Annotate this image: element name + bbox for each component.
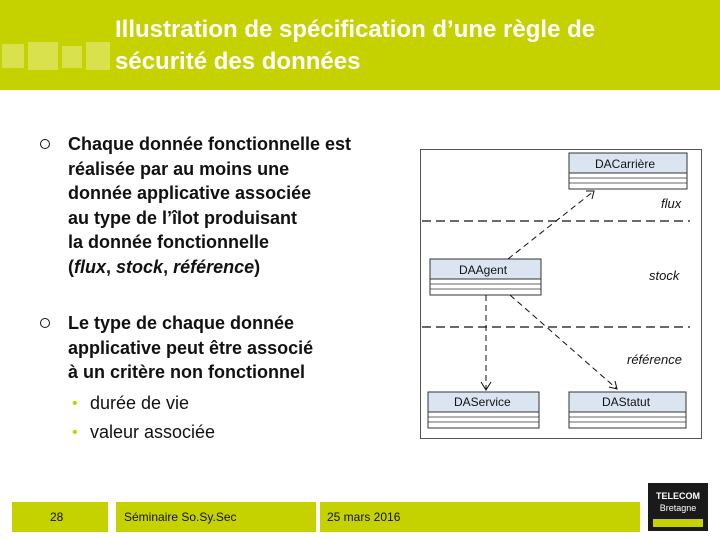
bullet-item [38,132,398,279]
sub-bullet-item: • durée de vie [68,389,398,418]
zone-label-flux: flux [661,196,682,211]
class-daagent [430,259,541,295]
slide-title [115,14,715,78]
footer [0,500,720,540]
class-name: DAService [454,395,511,409]
bullet-item [38,311,398,447]
sub-bullet-item: • valeur associée [68,418,398,447]
logo-stripe [653,519,703,527]
bullet-list [38,132,398,447]
bullet-line: au type de l’îlot produisant [68,207,298,228]
class-daservice [428,392,539,428]
slide-title-line-1: Illustration de spécification d’une règle de [115,16,596,43]
dot-bullet-icon: • [72,423,78,441]
header-band [0,0,720,90]
class-dastatut [569,392,686,428]
zone-label-stock: stock [649,268,680,283]
bullet-line: réalisée par au moins une [68,158,290,179]
footer-date: 25 mars 2016 [327,510,401,524]
term-flux: flux [74,256,107,277]
bullet-line: Chaque donnée fonctionnelle est [68,134,352,154]
class-name: DAAgent [459,263,508,277]
uml-diagram [420,149,702,439]
bullet-line: à un critère non fonctionnel [68,362,306,382]
page-number: 28 [50,510,64,524]
bullet-line: donnée applicative associée [68,183,312,203]
term-stock: stock [116,256,164,277]
circle-bullet-icon [40,139,50,149]
footer-event: Séminaire So.Sy.Sec [124,510,237,524]
zone-label-reference: référence [627,352,682,367]
bullet-line: applicative peut être associé [68,337,314,358]
logo-line-2: Bretagne [659,503,697,513]
bullet-line: Le type de chaque donnée [68,313,295,333]
class-name: DACarrière [595,157,656,171]
bullet-line: la donnée fonctionnelle [68,232,270,252]
sub-bullet-list [68,389,398,447]
circle-bullet-icon [40,318,50,328]
class-dacarriere [569,153,687,189]
school-logo-watermark [0,38,112,74]
bullet-line: (flux, stock, référence) [68,256,261,277]
telecom-bretagne-logo [648,483,708,531]
logo-line-1: TELECOM [656,491,700,501]
slide-title-line-2: sécurité des données [115,48,361,75]
class-name: DAStatut [602,395,651,409]
term-reference: référence [173,256,255,277]
dot-bullet-icon: • [72,394,78,412]
